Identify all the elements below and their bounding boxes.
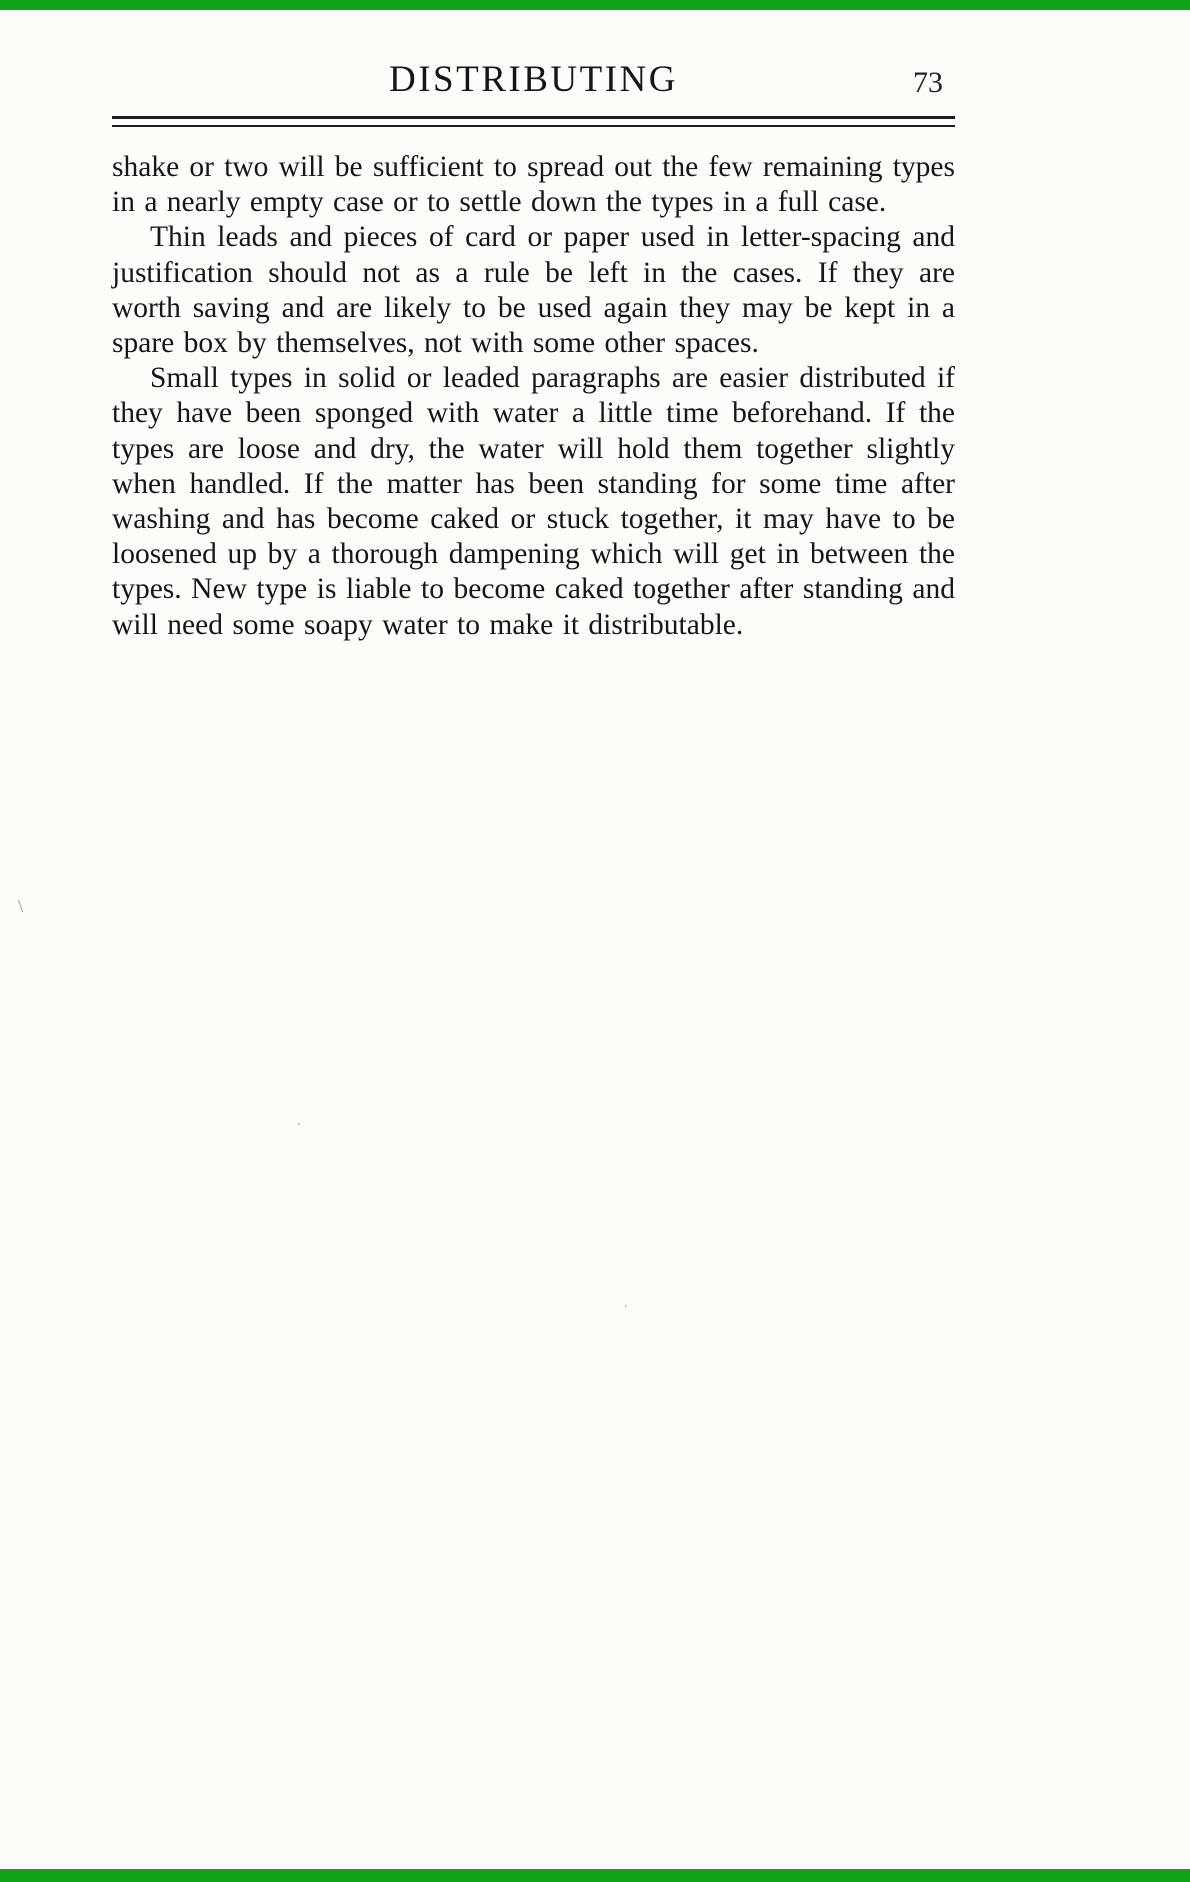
paragraph-continuation: shake or two will be sufficient to spread out the few remaining types in a nearly empty case or to settle down the types in a full case.: [112, 151, 955, 219]
page-number: 73: [913, 66, 943, 99]
paragraph: Small types in solid or leaded paragraphs are easier distributed if they have been sponged with water a little time beforehand. If the types are loose and dry, the water will hold them together slightly when handled. If the matter has been standing for some time after washing and has become caked or stuck together, it may have to be loosened up by a thorough dampening which will get in between the types. New type is liable to become caked together after standing and will need some soapy water to make it distributable.: [112, 362, 955, 641]
scan-edge-bottom: [0, 1869, 1190, 1882]
page-header-title: DISTRIBUTING: [389, 59, 678, 100]
scan-edge-top: [0, 0, 1190, 10]
header-rule: [112, 116, 955, 127]
scan-speckle: .: [297, 1114, 301, 1129]
scan-speckle: .: [624, 1295, 628, 1310]
scan-speckle: \: [18, 896, 24, 916]
running-head: [112, 58, 955, 106]
body-text: [112, 150, 955, 643]
paragraph: Thin leads and pieces of card or paper used in letter-spacing and justification should not as a rule be left in the cases. If they are worth saving and are likely to be used again they may be kept in a spare box by themselves, not with some other spaces.: [112, 221, 955, 360]
